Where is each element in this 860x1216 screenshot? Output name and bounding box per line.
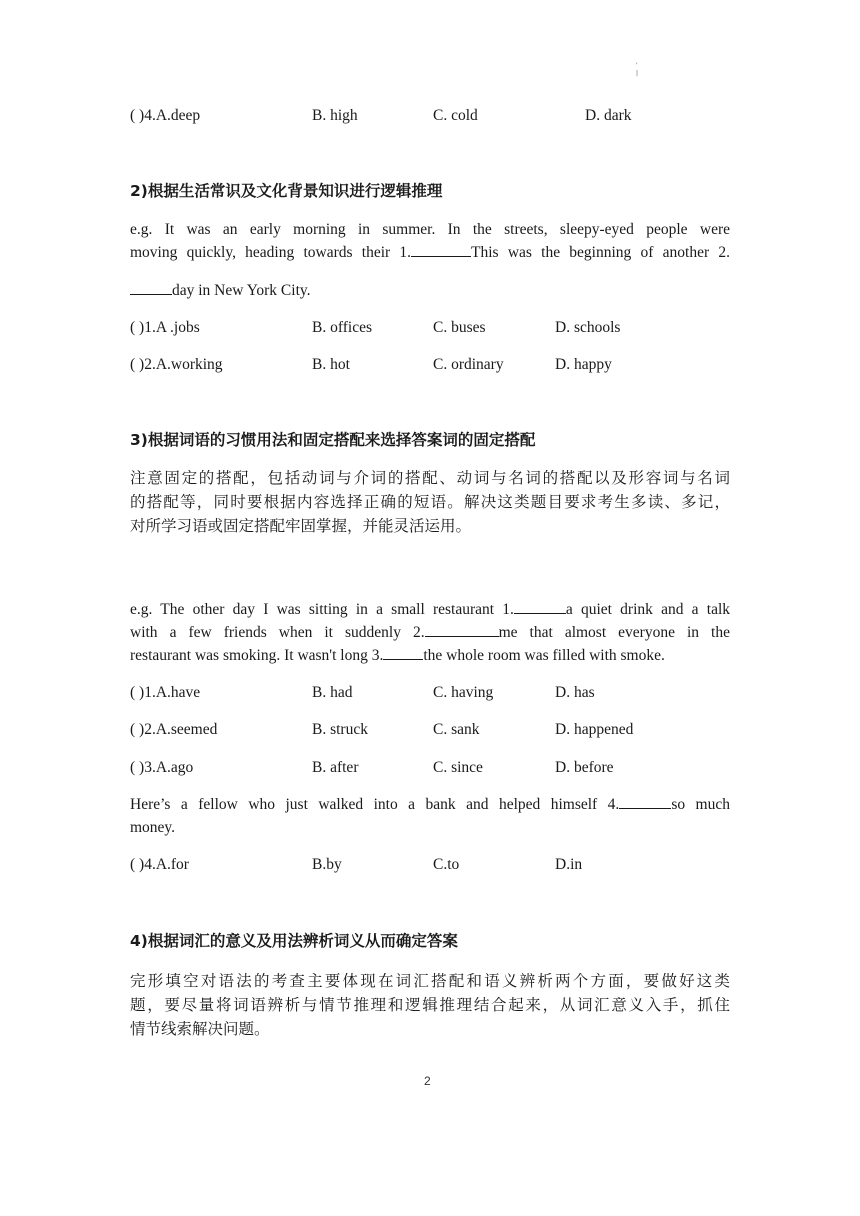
option-c: C. having	[433, 684, 494, 701]
example-text: day in New York City.	[172, 282, 311, 299]
answer-blank	[383, 644, 423, 660]
example-text: the whole room was filled with smoke.	[423, 647, 665, 664]
note-line: 注意固定的搭配，包括动词与介词的搭配、动词与名词的搭配以及形容词与名词	[130, 469, 730, 487]
option-d: D. schools	[555, 319, 621, 336]
example-text: e.g. The other day I was sitting in a small restaurant 1.	[130, 601, 514, 618]
section4-note	[130, 969, 730, 1041]
page-number: 2	[424, 1074, 431, 1088]
note-line: 完形填空对语法的考查主要体现在词汇搭配和语义辨析两个方面，要做好这类	[130, 972, 730, 990]
answer-blank	[425, 621, 499, 637]
option-c: C. buses	[433, 319, 486, 336]
answer-blank	[130, 279, 172, 295]
answer-blank	[411, 241, 471, 257]
corner-mark-a: '	[636, 62, 638, 69]
note-line: 题，要尽量将词语辨析与情节推理和逻辑推理结合起来，从词汇意义入手，抓住	[130, 996, 730, 1014]
option-d: D. has	[555, 684, 595, 701]
option-b: B. had	[312, 684, 353, 701]
section3-example-line3	[130, 644, 730, 667]
option-b: B. after	[312, 759, 359, 776]
answer-blank	[514, 598, 566, 614]
document-page	[130, 0, 730, 1216]
example-text: This was the beginning of another 2.	[471, 244, 730, 261]
example-text: Here’s a fellow who just walked into a bank and helped himself 4.	[130, 796, 620, 813]
section3-example2-line2: money.	[130, 819, 176, 836]
option-b: B. hot	[312, 356, 350, 373]
example-text: moving quickly, heading towards their 1.	[130, 244, 412, 261]
option-d: D. happy	[555, 356, 612, 373]
example-text: restaurant was smoking. It wasn't long 3.	[130, 647, 384, 664]
option-b: B. struck	[312, 721, 368, 738]
option-c: C. ordinary	[433, 356, 504, 373]
option-c: C. since	[433, 759, 483, 776]
answer-blank	[619, 793, 671, 809]
option-question: ( )3.A.ago	[130, 759, 194, 776]
section2-example-line1: e.g. It was an early morning in summer. In the streets, sleepy-eyed people were	[130, 221, 730, 238]
option-d: D.in	[555, 856, 583, 873]
option-d: D. before	[555, 759, 614, 776]
section2-example-line3	[130, 279, 730, 302]
example-text: with a few friends when it suddenly 2.	[130, 624, 425, 641]
option-c: C. cold	[433, 107, 478, 124]
option-question: ( )1.A .jobs	[130, 319, 200, 336]
option-b: B. high	[312, 107, 358, 124]
note-line: 的搭配等，同时要根据内容选择正确的短语。解决这类题目要求考生多读、多记，	[130, 493, 730, 511]
option-d: D. happened	[555, 721, 634, 738]
option-d: D. dark	[585, 107, 632, 124]
option-b: B.by	[312, 856, 342, 873]
example-text: me that almost everyone in the	[498, 624, 730, 641]
corner-mark-b: |	[636, 70, 639, 77]
example-text: so much	[671, 796, 730, 813]
section3-heading: 3)根据词语的习惯用法和固定搭配来选择答案词的固定搭配	[130, 431, 536, 449]
option-question: ( )4.A.for	[130, 856, 189, 873]
option-c: C. sank	[433, 721, 480, 738]
note-line: 情节线索解决问题。	[130, 1020, 270, 1038]
section4-heading: 4)根据词汇的意义及用法辨析词义从而确定答案	[130, 932, 458, 950]
option-c: C.to	[433, 856, 460, 873]
option-b: B. offices	[312, 319, 372, 336]
section3-example-line2	[130, 621, 730, 644]
note-line: 对所学习语或固定搭配牢固掌握，并能灵活运用。	[130, 517, 472, 535]
section3-note	[130, 466, 730, 538]
section2-example-line2	[130, 241, 730, 264]
section3-example-line1	[130, 598, 730, 621]
section3-example2-line1	[130, 793, 730, 816]
option-question: ( )2.A.seemed	[130, 721, 218, 738]
option-question: ( )4.A.deep	[130, 107, 201, 124]
option-question: ( )1.A.have	[130, 684, 201, 701]
option-question: ( )2.A.working	[130, 356, 223, 373]
section2-heading: 2)根据生活常识及文化背景知识进行逻辑推理	[130, 182, 443, 200]
example-text: a quiet drink and a talk	[565, 601, 730, 618]
